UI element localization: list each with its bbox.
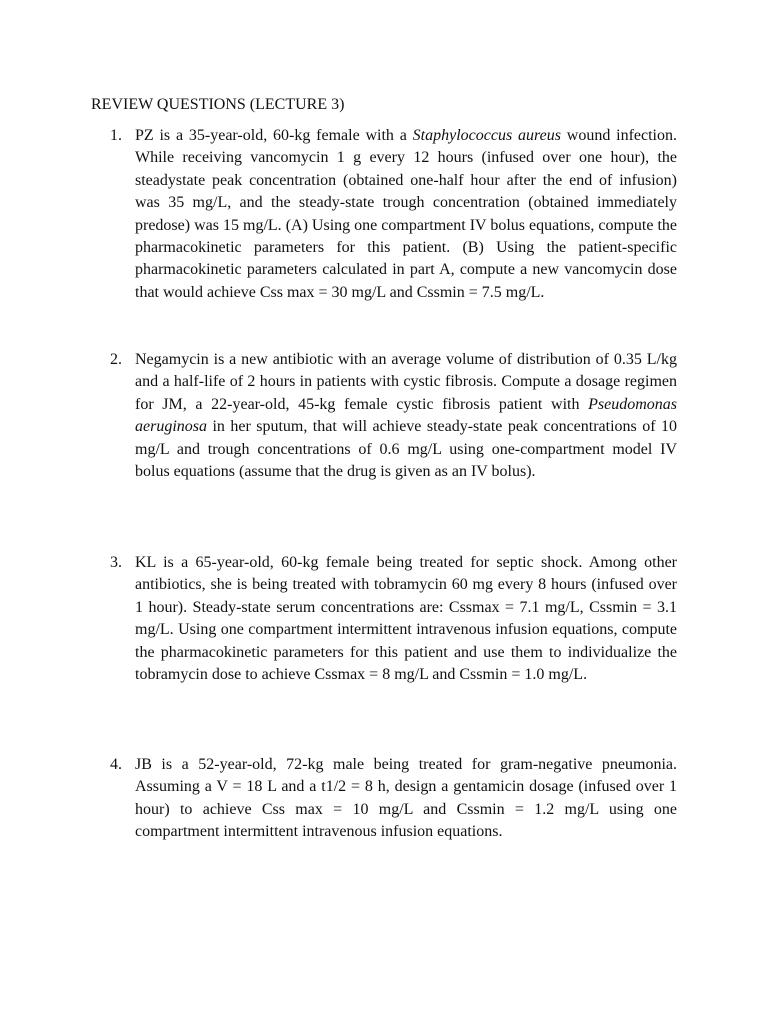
question-text-part: Negamycin is a new antibiotic with an average volume of distribution of 0.35 L/kg and a half-life of 2 hours in patients with cystic fibrosis. Compute a dosage regimen for JM, a 22-year-old, 45-kg female cystic fibrosis patient with (135, 351, 677, 413)
question-item-3 (110, 552, 677, 686)
question-text: JB is a 52-year-old, 72-kg male being treated for gram-negative pneumonia. Assuming a V = 18 L and a t1/2 = 8 h, design a gentamicin dosage (infused over 1 hour) to achieve Css max = 10 mg/L and Cssmin = 1.2 mg/L using one compartment intermittent intravenous infusion equations. (135, 756, 677, 841)
question-text (135, 125, 677, 304)
question-text-line: antibiotics, she is being treated with tobramycin 60 mg every 8 hours (infused over 1 hour). Steady-state serum concentrations are: Cssmax = 7.1 mg/L, Cssmin = 3.1 mg/L. Using one compartment intermittent intravenous infusion equations, compute the pharmacokinetic parameters for this patient and use them to individualize the tobramycin dose to achieve Cssmax = 8 mg/L and Cssmin = 1.0 mg/L. (135, 576, 677, 684)
question-item-4 (110, 754, 677, 844)
question-item-2 (110, 349, 677, 483)
question-text (135, 349, 677, 483)
document-heading: REVIEW QUESTIONS (LECTURE 3) (91, 96, 345, 113)
question-number: 2. (110, 351, 122, 368)
question-text-line: KL is a 65-year-old, 60-kg female being treated for septic shock. Among other (135, 554, 677, 571)
question-number: 3. (110, 554, 122, 571)
question-number: 4. (110, 756, 122, 773)
question-text (135, 552, 677, 686)
question-number: 1. (110, 127, 122, 144)
question-text-part: in her sputum, that will achieve steady-state peak concentrations of 10 mg/L and trough concentrations of 0.6 mg/L using one-compartment model IV bolus equations (assume that the drug is given as an IV bolus). (135, 418, 677, 481)
question-text-part: PZ is a 35-year-old, 60-kg female with a (135, 127, 413, 144)
organism-name: Pseudomonas aeruginosa (135, 395, 677, 436)
organism-name: Staphylococcus aureus (412, 127, 561, 144)
question-text-part: wound infection. While receiving vancomycin 1 g every 12 hours (infused over one hour), the steadystate peak concentration (obtained one-half hour after the end of infusion) was 35 mg/L, and the steady-state trough concentration (obtained immediately predose) was 15 mg/L. (A) Using one compartment IV bolus equations, compute the pharmacokinetic parameters for this patient. (B) Using the patient-specific pharmacokinetic parameters calculated in part A, compute a new vancomycin dose that would achieve Css max = 30 mg/L and Cssmin = 7.5 mg/L. (135, 127, 677, 301)
question-item-1 (110, 125, 677, 304)
